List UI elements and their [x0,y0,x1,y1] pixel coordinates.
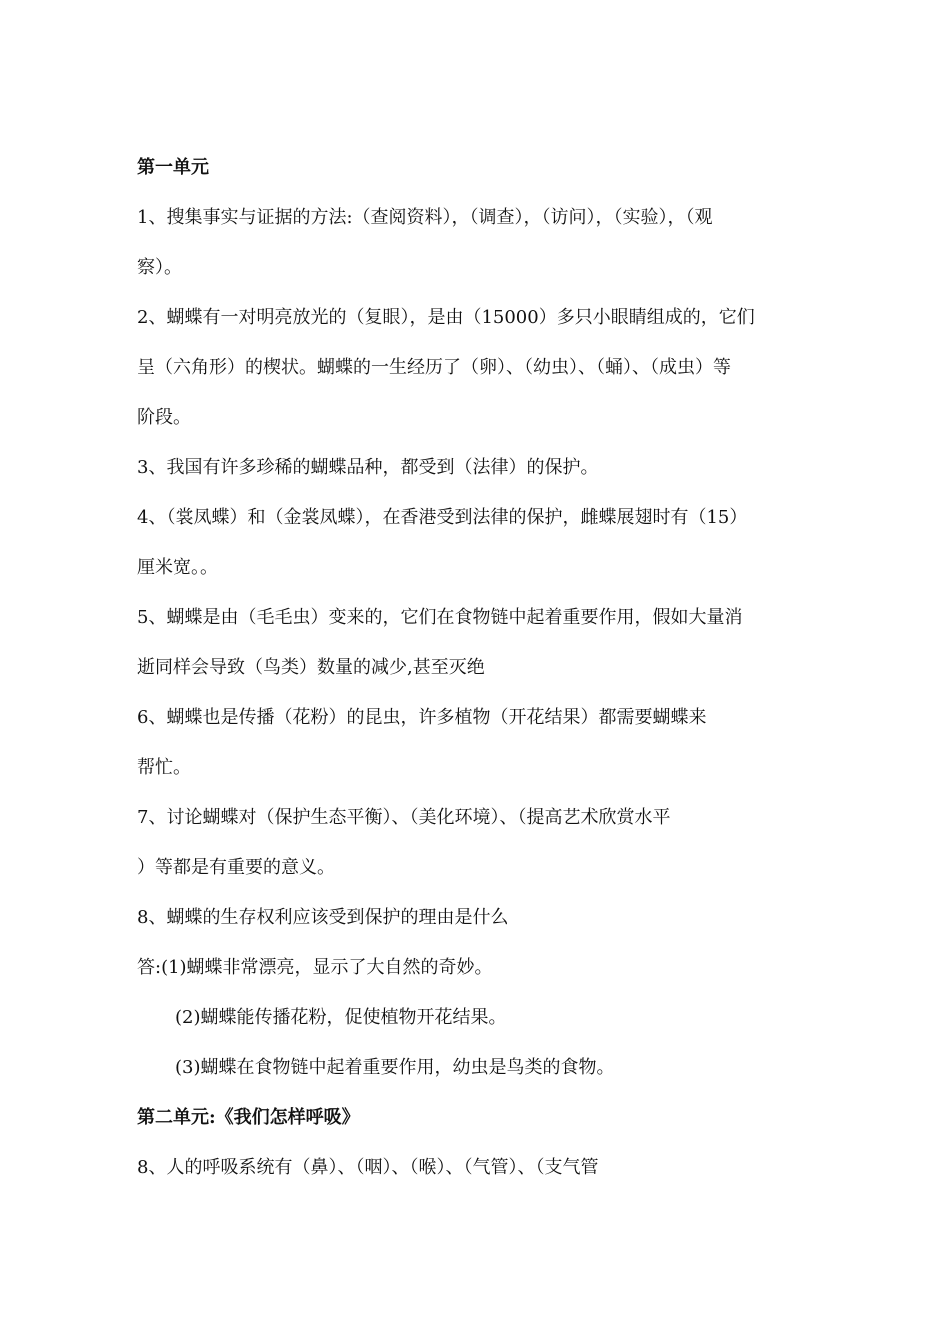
paragraph-line: 2、蝴蝶有一对明亮放光的（复眼），是由（15000）多只小眼睛组成的，它们 [137,307,755,328]
paragraph-line: 7、讨论蝴蝶对（保护生态平衡）、（美化环境）、（提高艺术欣赏水平 [137,807,671,828]
question-line: 8、蝴蝶的生存权利应该受到保护的理由是什么 [137,907,509,928]
paragraph-line: 阶段。 [137,407,191,428]
paragraph-line: 6、蝴蝶也是传播（花粉）的昆虫，许多植物（开花结果）都需要蝴蝶来 [137,707,707,728]
document-body [137,143,771,1193]
paragraph-line: 5、蝴蝶是由（毛毛虫）变来的，它们在食物链中起着重要作用，假如大量消 [137,607,743,628]
answer-line: 答:(1)蝴蝶非常漂亮，显示了大自然的奇妙。 [137,957,493,978]
paragraph-line: ）等都是有重要的意义。 [137,857,335,878]
answer-line: (3)蝴蝶在食物链中起着重要作用，幼虫是鸟类的食物。 [175,1057,615,1078]
unit-heading: 第一单元 [137,157,209,178]
paragraph-line: 呈（六角形）的楔状。蝴蝶的一生经历了（卵）、（幼虫）、（蛹）、（成虫）等 [137,357,731,378]
paragraph-line: 逝同样会导致（鸟类）数量的减少,甚至灭绝 [137,657,485,678]
paragraph-line: 8、人的呼吸系统有（鼻）、（咽）、（喉）、（气管）、（支气管 [137,1157,599,1178]
paragraph-line: 1、搜集事实与证据的方法:（查阅资料），（调查），（访问），（实验），（观 [137,207,713,228]
paragraph-line: 察）。 [137,257,182,278]
answer-line: (2)蝴蝶能传播花粉，促使植物开花结果。 [175,1007,507,1028]
unit-heading: 第二单元:《我们怎样呼吸》 [137,1107,360,1128]
paragraph-line: 3、我国有许多珍稀的蝴蝶品种，都受到（法律）的保护。 [137,457,599,478]
paragraph-line: 帮忙。 [137,757,191,778]
paragraph-line: 厘米宽。。 [137,557,218,578]
paragraph-line: 4、（裳凤蝶）和（金裳凤蝶），在香港受到法律的保护，雌蝶展翅时有（15） [137,507,748,528]
